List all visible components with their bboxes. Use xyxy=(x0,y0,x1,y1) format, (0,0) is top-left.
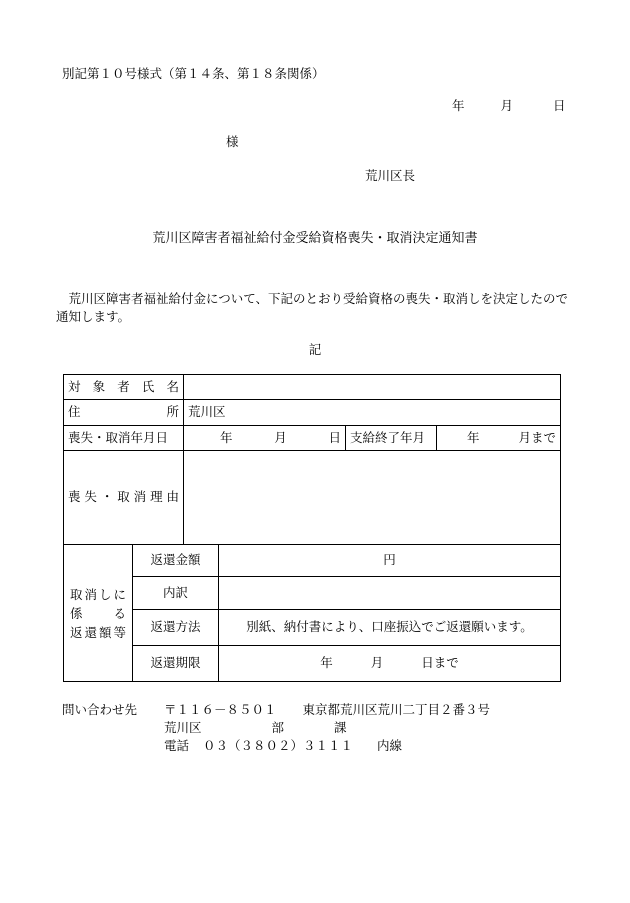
addressee-suffix: 様 xyxy=(226,134,239,149)
issue-date-day: 日 xyxy=(553,98,566,113)
table-row xyxy=(64,646,561,682)
issue-date-month: 月 xyxy=(500,98,514,113)
table-row xyxy=(64,451,561,545)
name-value[interactable] xyxy=(184,375,561,400)
loss-date-value[interactable] xyxy=(184,426,346,451)
table-row xyxy=(64,375,561,400)
refund-method-value: 別紙、納付書により、口座振込でご返還願います。 xyxy=(219,610,561,646)
contact-address-line xyxy=(164,704,490,717)
contact-section: 課 xyxy=(334,720,347,735)
sender: 荒川区長 xyxy=(365,168,416,183)
document-title: 荒川区障害者福祉給付金受給資格喪失・取消決定通知書 xyxy=(152,231,478,246)
ki-heading: 記 xyxy=(308,342,322,357)
address-label: 住所 xyxy=(64,400,184,426)
table-row xyxy=(64,610,561,646)
payment-end-value[interactable] xyxy=(437,426,561,451)
refund-group-label-line2: 係る xyxy=(70,605,126,621)
body-text: 荒川区障害者福祉給付金について、下記のとおり受給資格の喪失・取消しを決定したので通知します。 xyxy=(56,291,569,324)
notice-table xyxy=(63,374,561,682)
refund-group-label-line3: 返還額等 xyxy=(70,624,126,640)
refund-deadline-label: 返還期限 xyxy=(133,646,219,682)
breakdown-value[interactable] xyxy=(219,577,561,610)
payment-end-month: 月まで xyxy=(518,429,557,445)
refund-amount-value[interactable]: 円 xyxy=(219,545,561,577)
refund-deadline-month: 月 xyxy=(370,655,384,671)
refund-deadline-year: 年 xyxy=(320,655,333,671)
refund-method-label: 返還方法 xyxy=(133,610,219,646)
form-number: 別記第１０号様式（第１４条、第１８条関係） xyxy=(62,66,325,81)
contact-tel-number: ０３（３８０２）３１１１ xyxy=(203,738,354,753)
reason-label: 喪失・取消理由 xyxy=(64,451,184,545)
contact-address: 東京都荒川区荒川二丁目２番３号 xyxy=(302,702,491,717)
breakdown-label: 内訳 xyxy=(133,577,219,610)
loss-date-day: 日 xyxy=(328,429,341,445)
contact-tel-label: 電話 xyxy=(164,738,190,753)
issue-date xyxy=(452,100,566,113)
contact-extension: 内線 xyxy=(377,738,403,753)
address-value[interactable]: 荒川区 xyxy=(184,400,561,426)
table-row xyxy=(64,426,561,451)
contact-telephone-line xyxy=(164,740,402,753)
reason-value[interactable] xyxy=(184,451,561,545)
contact-dept: 部 xyxy=(271,720,285,735)
payment-end-year: 年 xyxy=(467,429,480,445)
refund-deadline-day: 日まで xyxy=(421,655,459,671)
contact-label: 問い合わせ先 xyxy=(62,702,138,717)
contact-department-line xyxy=(164,722,347,735)
contact-postal: 〒１１６－８５０１ xyxy=(164,702,277,717)
issue-date-year: 年 xyxy=(452,98,465,113)
loss-date-label: 喪失・取消年月日 xyxy=(64,426,184,451)
table-row xyxy=(64,400,561,426)
contact-ward: 荒川区 xyxy=(164,720,202,735)
loss-date-year: 年 xyxy=(220,429,233,445)
refund-amount-label: 返還金額 xyxy=(133,545,219,577)
name-label: 対象者氏名 xyxy=(64,375,184,400)
loss-date-month: 月 xyxy=(274,429,287,445)
refund-group-label-line1: 取消しに xyxy=(70,586,126,602)
table-row xyxy=(64,577,561,610)
refund-group-label xyxy=(64,545,133,682)
table-row xyxy=(64,545,561,577)
refund-deadline-value[interactable] xyxy=(219,646,561,682)
payment-end-label: 支給終了年月 xyxy=(346,426,437,451)
